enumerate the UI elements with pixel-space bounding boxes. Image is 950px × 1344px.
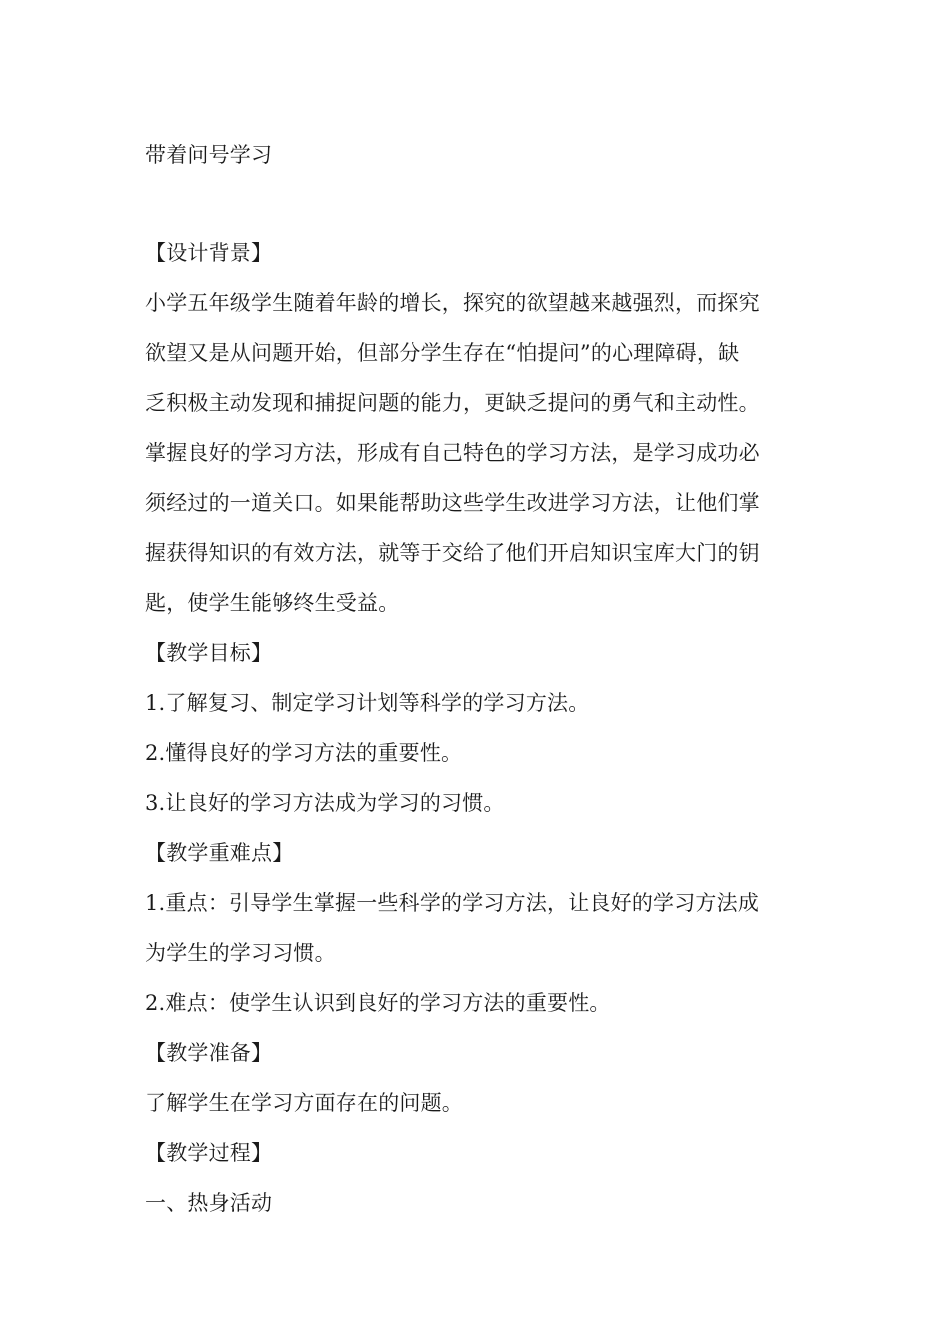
paragraph-line: 为学生的学习习惯。: [145, 941, 336, 965]
document-body: [145, 130, 810, 1228]
paragraph-line: 匙，使学生能够终生受益。: [145, 591, 400, 615]
document-title: 带着问号学习: [145, 143, 273, 167]
list-item: 3.让良好的学习方法成为学习的习惯。: [145, 791, 505, 815]
section-heading-key-difficult-points: 【教学重难点】: [145, 841, 294, 865]
section-heading-teaching-process: 【教学过程】: [145, 1141, 273, 1165]
subheading: 一、热身活动: [145, 1191, 273, 1215]
paragraph-line: 须经过的一道关口。如果能帮助这些学生改进学习方法，让他们掌: [145, 491, 760, 515]
paragraph-line: 小学五年级学生随着年龄的增长，探究的欲望越来越强烈，而探究: [145, 291, 760, 315]
section-heading-design-background: 【设计背景】: [145, 241, 273, 265]
paragraph-line: 握获得知识的有效方法，就等于交给了他们开启知识宝库大门的钥: [145, 541, 760, 565]
paragraph-line: 了解学生在学习方面存在的问题。: [145, 1091, 463, 1115]
list-item: 1.了解复习、制定学习计划等科学的学习方法。: [145, 691, 590, 715]
paragraph-line: 掌握良好的学习方法，形成有自己特色的学习方法，是学习成功必: [145, 441, 760, 465]
section-heading-teaching-preparation: 【教学准备】: [145, 1041, 273, 1065]
paragraph-line: 欲望又是从问题开始，但部分学生存在“怕提问”的心理障碍，缺: [145, 341, 740, 365]
list-item: 2.懂得良好的学习方法的重要性。: [145, 741, 463, 765]
list-item: 2.难点：使学生认识到良好的学习方法的重要性。: [145, 991, 611, 1015]
list-item: 1.重点：引导学生掌握一些科学的学习方法，让良好的学习方法成: [145, 891, 760, 915]
section-heading-teaching-goals: 【教学目标】: [145, 641, 273, 665]
paragraph-line: 乏积极主动发现和捕捉问题的能力，更缺乏提问的勇气和主动性。: [145, 391, 760, 415]
